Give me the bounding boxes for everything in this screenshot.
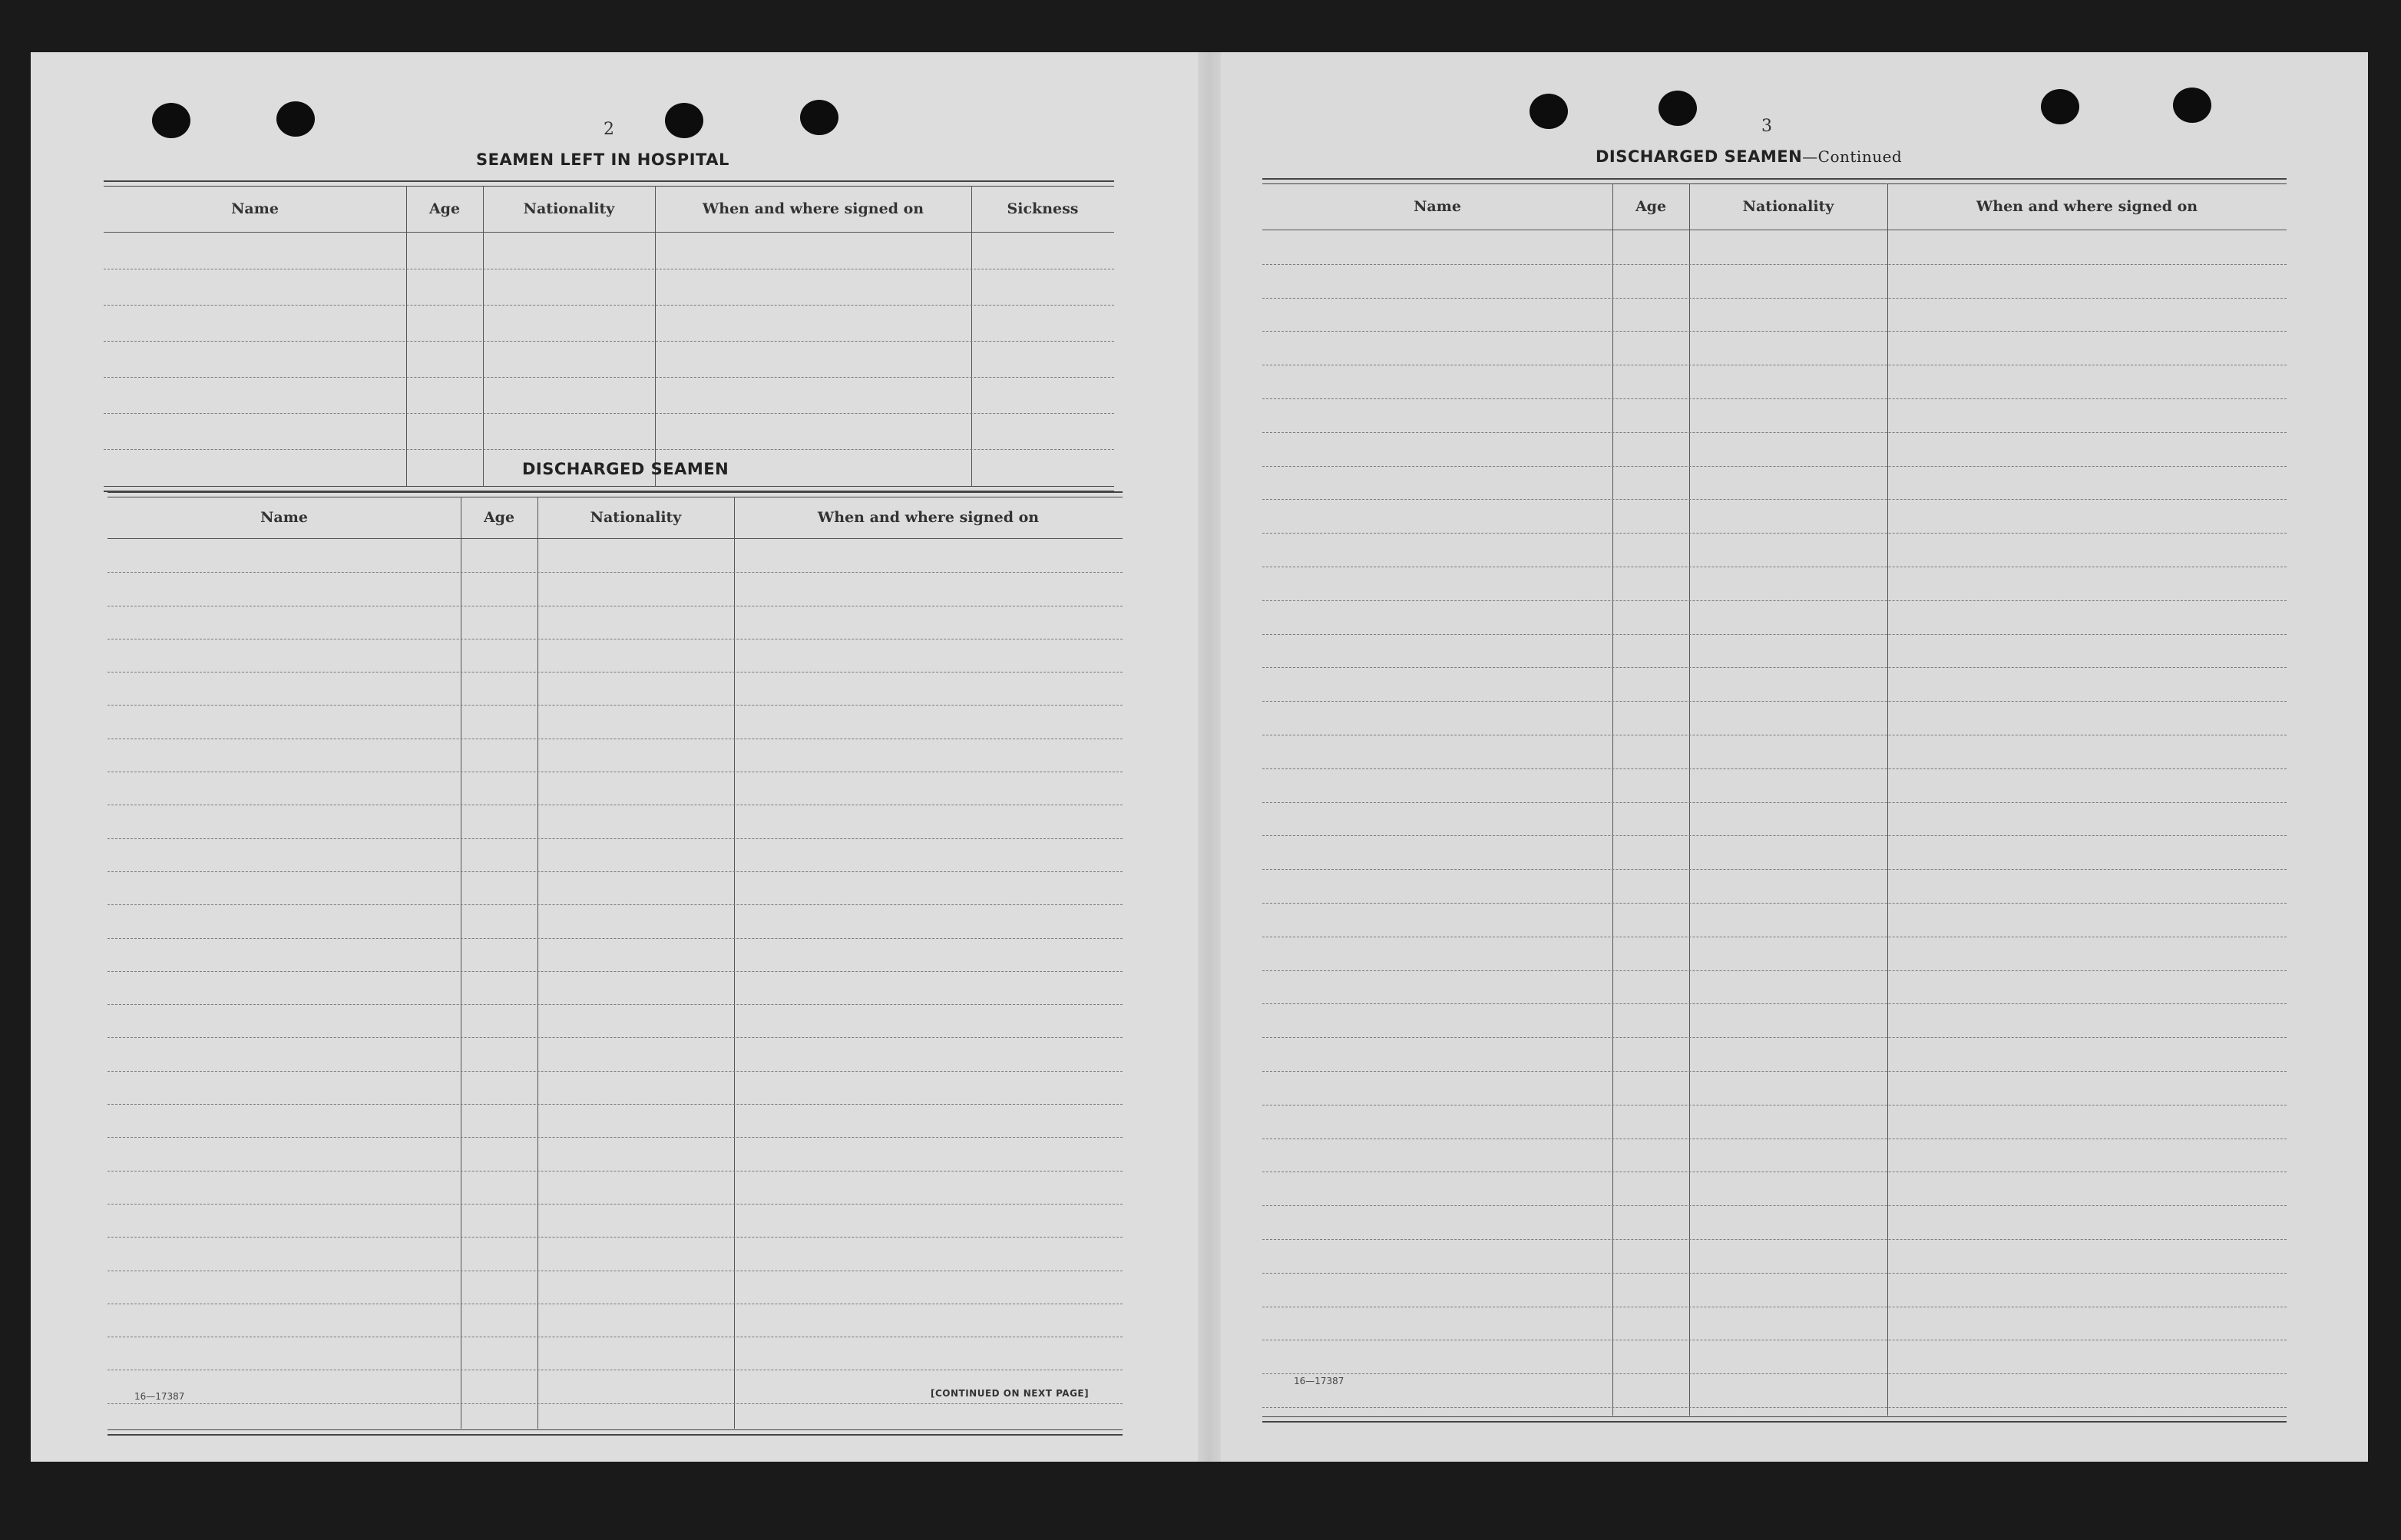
form-code-right: 16—17387 [1294, 1376, 1344, 1386]
table-row [107, 1337, 1123, 1370]
table-row [107, 772, 1123, 805]
table-row [107, 639, 1123, 673]
punch-hole [800, 100, 838, 135]
punch-hole [2173, 88, 2211, 123]
table-row [1262, 433, 2287, 467]
table-row [1262, 1274, 2287, 1307]
table-row [1262, 1139, 2287, 1173]
table-row [104, 306, 1114, 342]
table-row [1262, 1206, 2287, 1240]
table-row [1262, 769, 2287, 803]
hospital-section-title: SEAMEN LEFT IN HOSPITAL [476, 150, 729, 169]
column-header-name: Name [1414, 198, 1461, 215]
table-row [107, 905, 1123, 938]
column-header-signed-on: When and where signed on [1976, 198, 2198, 215]
table-row [1262, 702, 2287, 735]
table-row [1262, 399, 2287, 433]
table-row [107, 1038, 1123, 1071]
continued-note: [CONTINUED ON NEXT PAGE] [931, 1388, 1090, 1399]
table-row [1262, 231, 2287, 265]
punch-hole [152, 103, 190, 138]
table-row [104, 269, 1114, 306]
table-row [1262, 1307, 2287, 1341]
column-header-age: Age [483, 509, 515, 526]
table-row [1262, 904, 2287, 937]
discharged-section-title-left: DISCHARGED SEAMEN [522, 460, 729, 478]
table-row [107, 1138, 1123, 1171]
table-row [107, 1238, 1123, 1271]
column-header-name: Name [260, 509, 308, 526]
table-row [1262, 836, 2287, 870]
column-header-nationality: Nationality [523, 200, 615, 217]
hospital-table-header [104, 186, 1114, 233]
table-row [104, 233, 1114, 269]
table-row [107, 1172, 1123, 1205]
table-row [107, 673, 1123, 706]
table-row [1262, 937, 2287, 971]
table-row [1262, 735, 2287, 769]
column-header-name: Name [231, 200, 279, 217]
column-header-sickness: Sickness [1007, 200, 1079, 217]
table-row [107, 972, 1123, 1005]
table-row [107, 872, 1123, 905]
table-row [1262, 1172, 2287, 1206]
table-row [107, 739, 1123, 772]
discharged-section-title-right: DISCHARGED SEAMEN—Continued [1596, 147, 1903, 166]
punch-hole [1659, 91, 1697, 126]
table-row [107, 1072, 1123, 1105]
table-row [1262, 467, 2287, 501]
column-header-signed-on: When and where signed on [702, 200, 924, 217]
table-row [1262, 500, 2287, 534]
table-row [1262, 365, 2287, 399]
discharged-table-right [1262, 178, 2287, 1423]
punch-hole [2041, 89, 2079, 124]
discharged-table-right-rows [1262, 231, 2287, 1416]
table-row [107, 573, 1123, 606]
table-row [107, 939, 1123, 972]
table-row [107, 839, 1123, 872]
table-row [1262, 1240, 2287, 1274]
punch-hole [276, 101, 315, 137]
discharged-table-left-rows [107, 540, 1123, 1430]
hospital-table-rows [104, 233, 1114, 487]
page-number-left: 2 [604, 120, 614, 139]
table-row [107, 1304, 1123, 1337]
form-code-left: 16—17387 [134, 1391, 185, 1402]
table-row [107, 540, 1123, 573]
table-row [107, 1271, 1123, 1304]
table-row [1262, 265, 2287, 299]
hospital-table [104, 180, 1114, 492]
table-row [107, 805, 1123, 838]
page-gutter [1198, 52, 1221, 1462]
column-header-age: Age [428, 200, 461, 217]
page-number-right: 3 [1761, 117, 1772, 136]
table-row [104, 342, 1114, 378]
table-row [1262, 1105, 2287, 1139]
column-header-nationality: Nationality [590, 509, 682, 526]
table-row [1262, 534, 2287, 567]
column-header-nationality: Nationality [1742, 198, 1834, 215]
punch-hole [665, 103, 703, 138]
column-header-age: Age [1635, 198, 1667, 215]
table-row [107, 706, 1123, 739]
table-row [1262, 870, 2287, 904]
discharged-table-left-header [107, 497, 1123, 539]
table-row [107, 1105, 1123, 1138]
table-row [1262, 1004, 2287, 1038]
punch-hole [1530, 94, 1568, 129]
discharged-table-right-header [1262, 183, 2287, 230]
table-row [1262, 1340, 2287, 1374]
discharged-table-left [107, 491, 1123, 1436]
table-row [1262, 1374, 2287, 1408]
table-row [1262, 567, 2287, 601]
table-row [1262, 299, 2287, 332]
table-row [1262, 332, 2287, 365]
table-row [107, 606, 1123, 639]
scanned-sheet [31, 52, 2368, 1462]
table-row [107, 1005, 1123, 1038]
table-row [1262, 803, 2287, 837]
table-row [104, 378, 1114, 414]
table-row [104, 414, 1114, 450]
table-row [1262, 668, 2287, 702]
table-row [1262, 635, 2287, 669]
table-row [1262, 971, 2287, 1005]
table-row [107, 1205, 1123, 1238]
column-header-signed-on: When and where signed on [817, 509, 1040, 526]
table-row [1262, 1072, 2287, 1105]
table-row [1262, 1038, 2287, 1072]
table-row [1262, 601, 2287, 635]
